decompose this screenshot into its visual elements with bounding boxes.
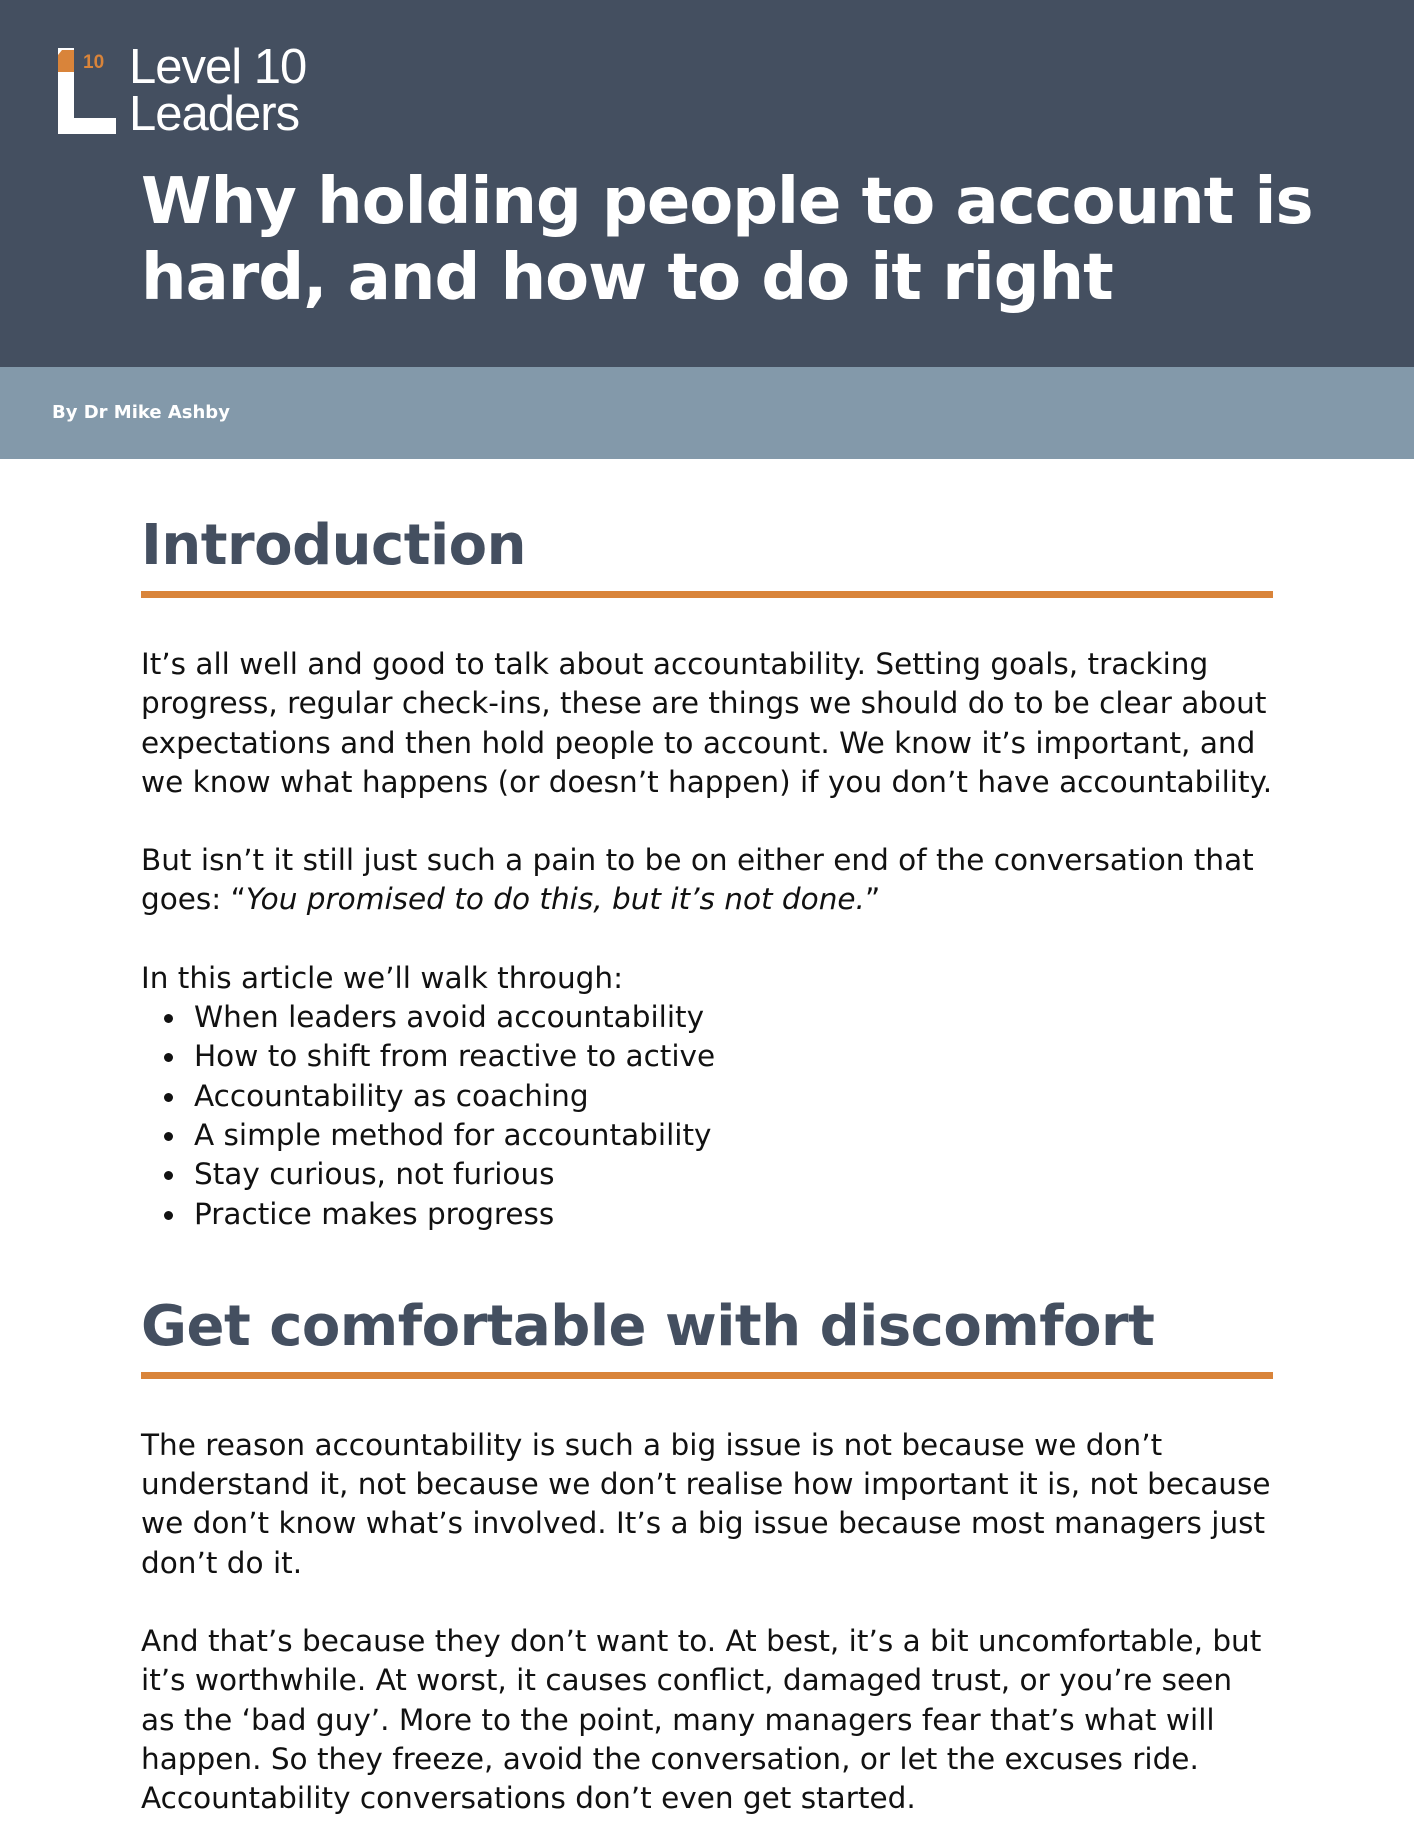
section-heading-introduction: Introduction <box>141 513 527 578</box>
section-heading-discomfort: Get comfortable with discomfort <box>141 1293 1155 1359</box>
intro-paragraph-2-lead: But isn’t it still just such a pain to be on either end of the conversation that goes: “ <box>141 843 1254 917</box>
bullet-icon <box>164 1211 173 1220</box>
intro-paragraph-2-tail: ” <box>864 882 881 917</box>
quoted-promise: You promised to do this, but it’s not done. <box>245 882 865 917</box>
bullet-icon <box>164 1132 173 1141</box>
topics-list <box>141 998 1273 1234</box>
intro-paragraph-2 <box>141 841 1273 920</box>
list-item: When leaders avoid accountability <box>141 998 1273 1037</box>
brand-logo[interactable] <box>58 40 328 141</box>
article-body <box>141 505 1273 1819</box>
discomfort-paragraph-2: And that’s because they don’t want to. At best, it’s a bit uncomfortable, but it’s worthwhile. At worst, it causes conflict, damaged trust, or you’re seen as the ‘bad guy’. More to the point, many managers fear that’s what will happen. So they freeze, avoid the conversation, or let the excuses ride. Accountability conversations don’t even get started. <box>141 1624 1262 1816</box>
byline-bar <box>0 367 1414 459</box>
logo-line-1: Level 10 <box>129 40 307 94</box>
level-10-logo-icon <box>58 48 118 136</box>
page-title: Why holding people to account is hard, and how to do it right <box>141 165 1313 315</box>
discomfort-paragraph-1: The reason accountability is such a big issue is not because we don’t understand it, not because we don’t realise how important it is, not because we don’t know what’s involved. It’s a big issue because most managers just don’t do it. <box>141 1427 1271 1580</box>
logo-wordmark <box>129 40 307 141</box>
list-intro: In this article we’ll walk through: <box>141 960 624 995</box>
list-item: Practice makes progress <box>141 1195 1273 1234</box>
section-divider <box>141 591 1273 598</box>
bullet-icon <box>164 1053 173 1062</box>
section-divider <box>141 1372 1273 1379</box>
bullet-icon <box>164 1171 173 1180</box>
list-item: A simple method for accountability <box>141 1116 1273 1155</box>
list-item: Stay curious, not furious <box>141 1155 1273 1194</box>
logo-badge-number: 10 <box>83 52 105 73</box>
logo-line-2: Leaders <box>129 87 300 141</box>
author-byline: By Dr Mike Ashby <box>52 402 230 423</box>
header-banner <box>0 0 1414 367</box>
bullet-icon <box>164 1014 173 1023</box>
list-item: Accountability as coaching <box>141 1077 1273 1116</box>
intro-paragraph-1: It’s all well and good to talk about accountability. Setting goals, tracking progress, regular check-ins, these are things we should do to be clear about expectations and then hold people to account. We know it’s important, and we know what happens (or doesn’t happen) if you don’t have accountability. <box>141 647 1273 799</box>
bullet-icon <box>164 1093 173 1102</box>
list-item: How to shift from reactive to active <box>141 1037 1273 1076</box>
